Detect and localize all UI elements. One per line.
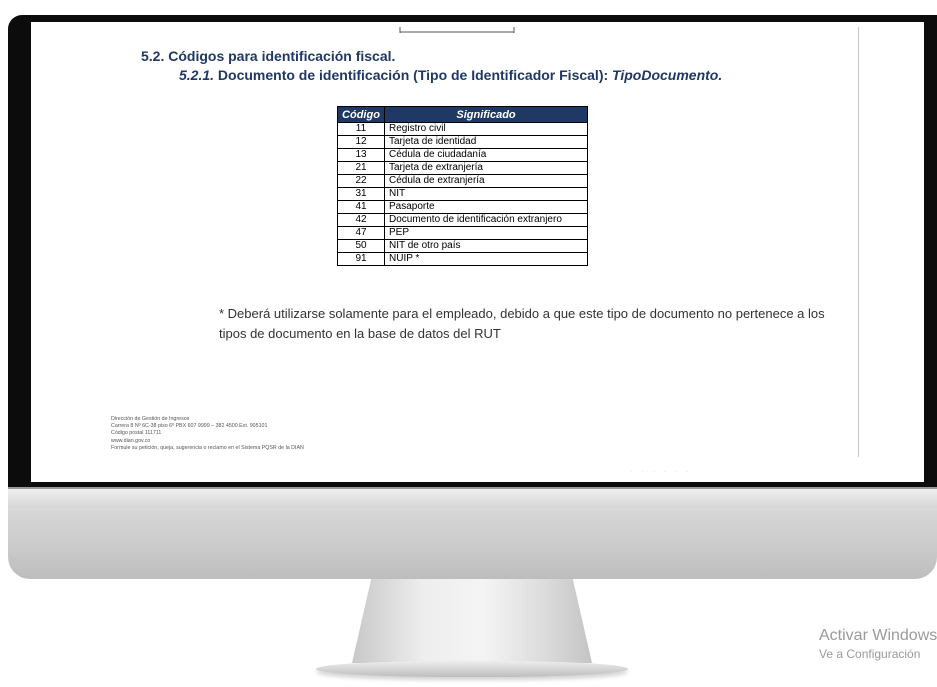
code-cell: 11 — [338, 123, 385, 136]
monitor-stand-base — [316, 661, 628, 677]
code-cell: 50 — [338, 240, 385, 253]
monitor-stand — [352, 579, 592, 663]
meaning-cell: Tarjeta de extranjería — [385, 162, 588, 175]
table-row — [338, 162, 588, 175]
table-row — [338, 123, 588, 136]
meaning-cell: Pasaporte — [385, 201, 588, 214]
watermark-title: Activar Windows — [819, 627, 937, 644]
subsection-number: 5.2.1. — [179, 67, 215, 83]
subsection-text: Documento de identificación (Tipo de Identificador Fiscal): — [214, 67, 613, 83]
monitor-divider — [8, 487, 937, 489]
subsection-field: TipoDocumento. — [612, 67, 723, 83]
meaning-cell: Cédula de ciudadanía — [385, 149, 588, 162]
code-cell: 31 — [338, 188, 385, 201]
monitor-screen — [31, 22, 924, 482]
footer-line: www.dian.gov.co — [111, 437, 151, 444]
footer-line: Carrera 8 Nº 6C-38 piso 6º PBX 607 9999 – 382 4500 Ext. 905101 — [111, 423, 268, 430]
page-margin-line — [858, 27, 859, 457]
document-type-table — [337, 106, 588, 266]
table-row — [338, 253, 588, 266]
code-cell: 22 — [338, 175, 385, 188]
meaning-cell: Registro civil — [385, 123, 588, 136]
table-row — [338, 214, 588, 227]
code-cell: 13 — [338, 149, 385, 162]
section-heading: 5.2. Códigos para identificación fiscal. — [141, 48, 396, 64]
meaning-cell: NIT — [385, 188, 588, 201]
meaning-cell: NIT de otro país — [385, 240, 588, 253]
meaning-cell: PEP — [385, 227, 588, 240]
table-row — [338, 240, 588, 253]
footnote-text: * Deberá utilizarse solamente para el empleado, debido a que este tipo de documento no pertenece a los tipos de documento en la base de datos del RUT — [219, 306, 825, 341]
meaning-cell: Documento de identificación extranjero — [385, 214, 588, 227]
column-header-meaning: Significado — [385, 107, 588, 123]
meaning-cell: Tarjeta de identidad — [385, 136, 588, 149]
table-row — [338, 175, 588, 188]
column-header-code: Código — [338, 107, 385, 123]
footer-line: Dirección de Gestión de Ingresos — [111, 416, 190, 422]
footer-line: Formule su petición, queja, sugerencia o reclamo en el Sistema PQSR de la DIAN — [111, 444, 304, 451]
table-header-row — [338, 107, 588, 123]
code-cell: 21 — [338, 162, 385, 175]
footer-line: Código postal 111711 — [111, 430, 162, 437]
table-row — [338, 149, 588, 162]
table-row — [338, 227, 588, 240]
table-row — [338, 136, 588, 149]
code-cell: 47 — [338, 227, 385, 240]
watermark-subtitle: Ve a Configuración — [819, 647, 921, 661]
table-row — [338, 188, 588, 201]
monitor-chin — [8, 487, 937, 579]
code-cell: 41 — [338, 201, 385, 214]
code-cell: 12 — [338, 136, 385, 149]
table-row — [338, 201, 588, 214]
code-cell: 91 — [338, 253, 385, 266]
code-cell: 42 — [338, 214, 385, 227]
meaning-cell: Cédula de extranjería — [385, 175, 588, 188]
meaning-cell: NUIP * — [385, 253, 588, 266]
page-footer — [111, 416, 304, 452]
subsection-heading — [179, 67, 722, 83]
faint-page-marks: · · · · · · — [631, 469, 692, 475]
activation-watermark — [819, 626, 937, 662]
ruler-marker — [399, 26, 515, 34]
